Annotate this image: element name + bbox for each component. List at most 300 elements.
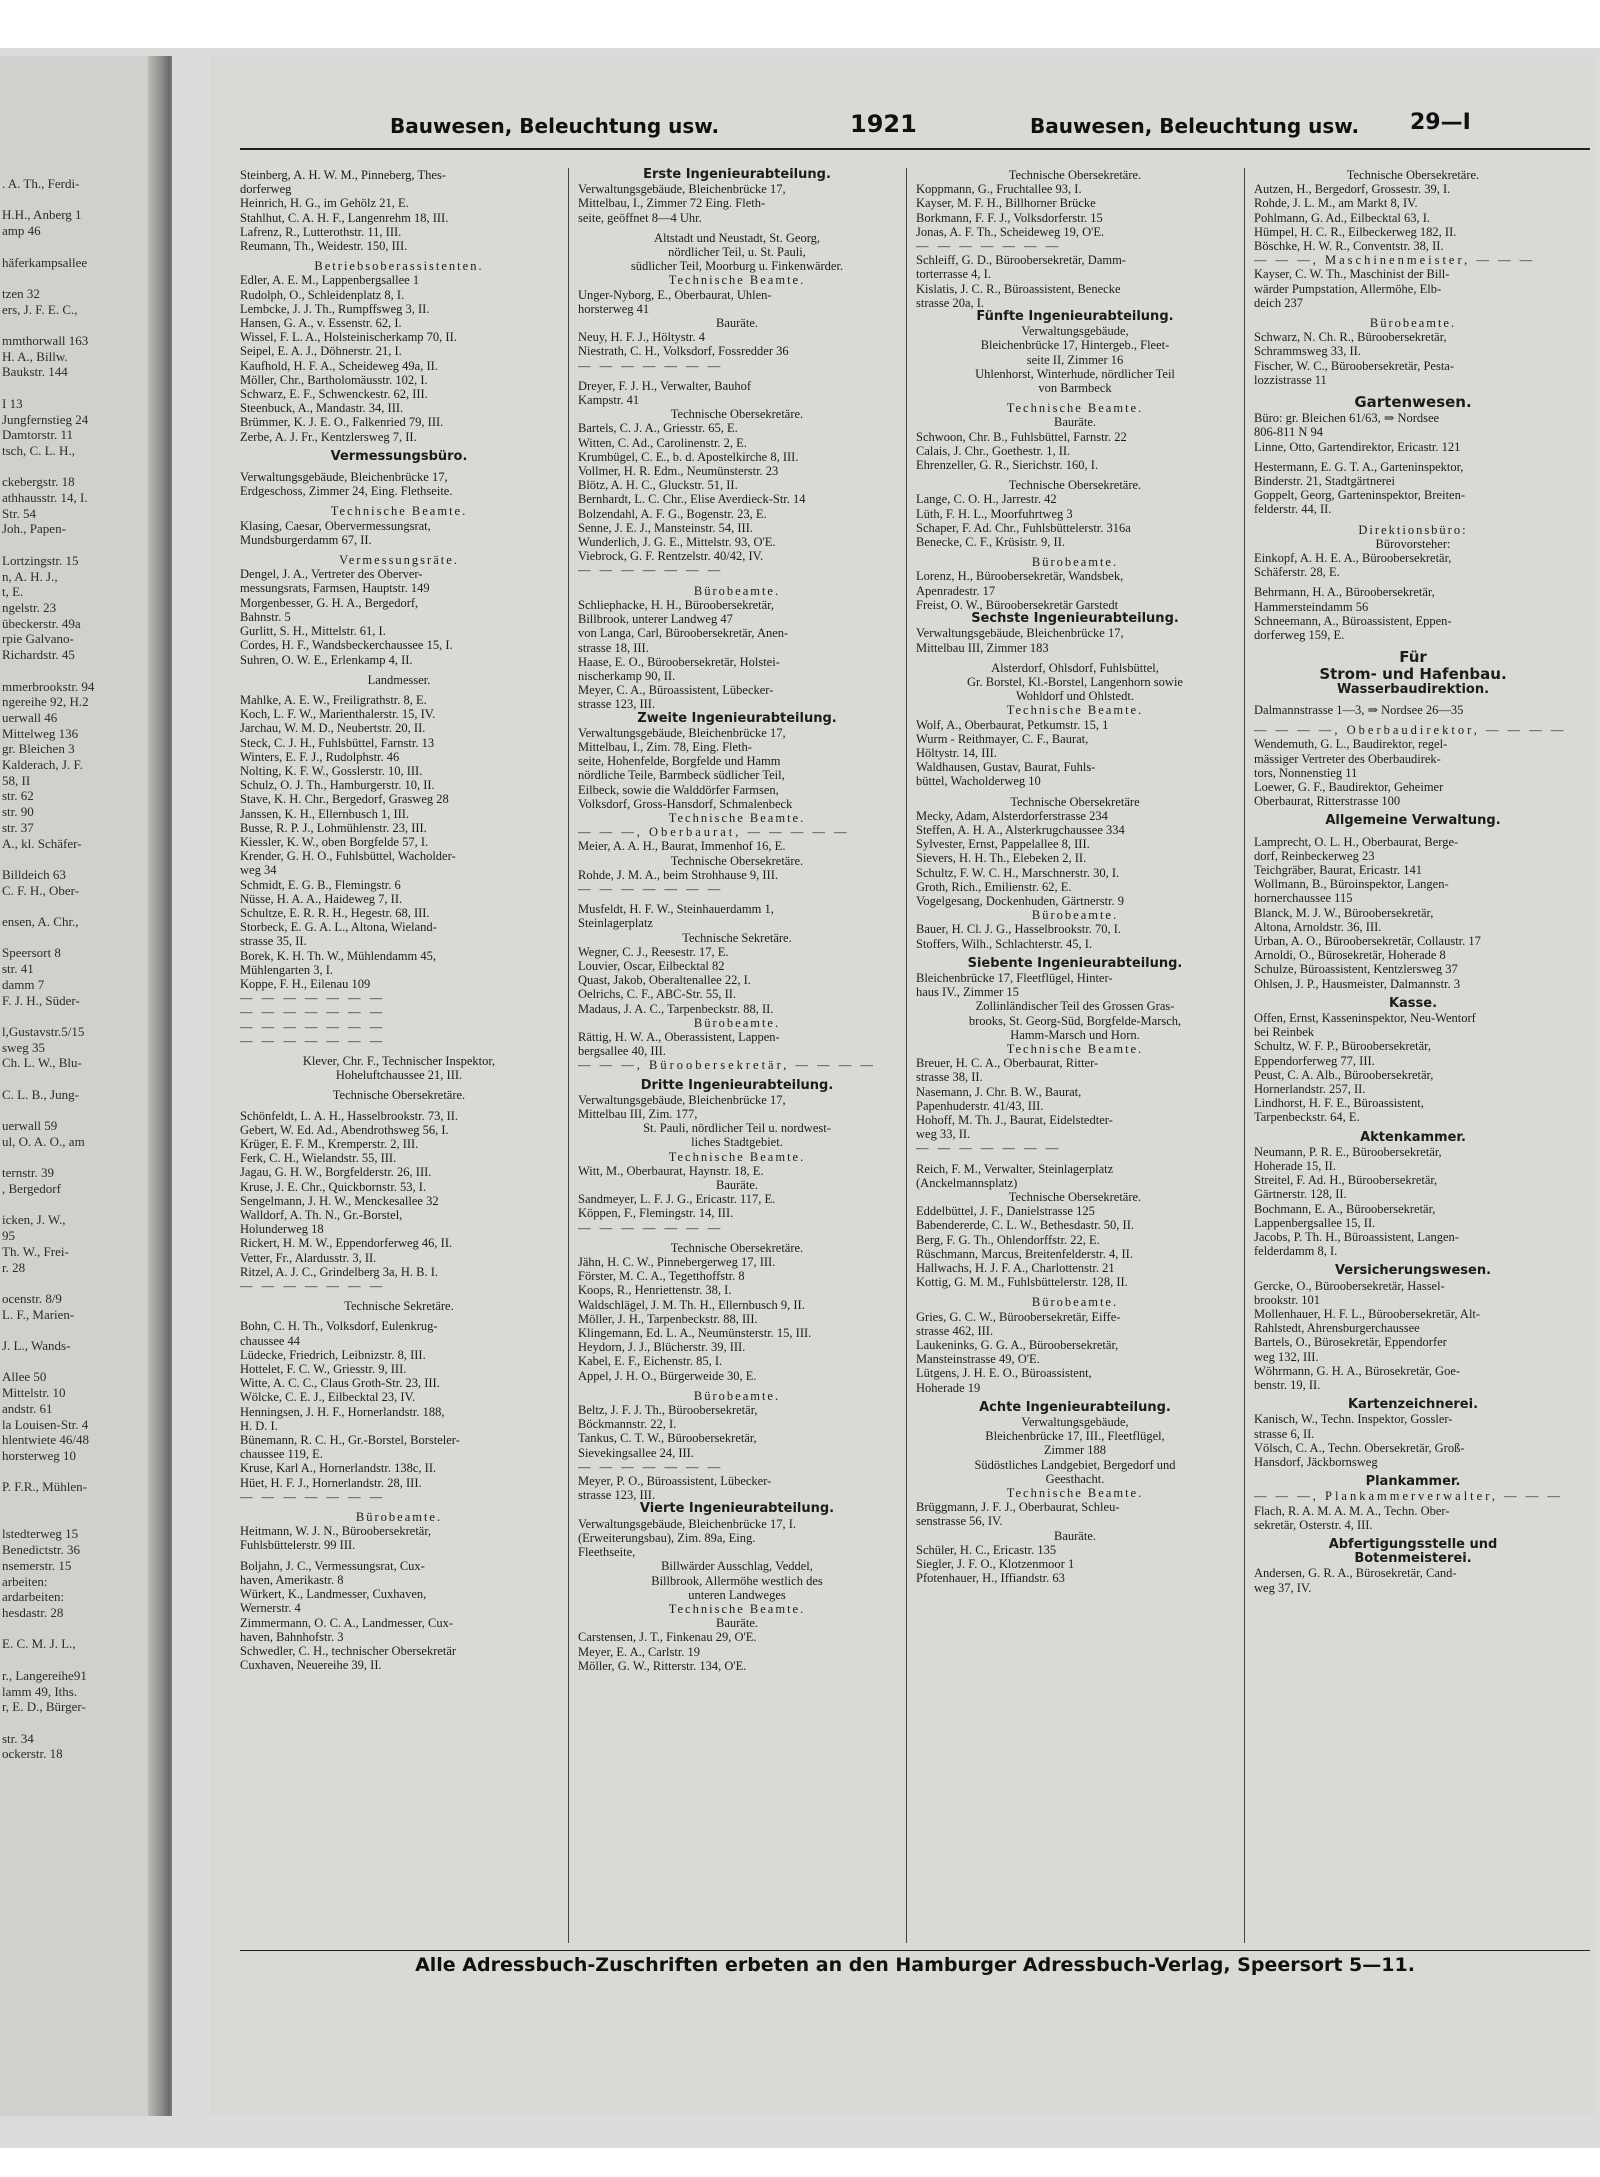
left-page-line: Lortzingstr. 15 [2,552,79,568]
directory-entry: Ferk, C. H., Wielandstr. 55, III. [240,1151,397,1166]
directory-entry: Storbeck, E. G. A. L., Altona, Wieland- [240,920,437,935]
directory-entry: Fischer, W. C., Büroobersekretär, Pesta- [1254,358,1454,373]
directory-entry: Bohn, C. H. Th., Volksdorf, Eulenkrug- [240,1319,438,1334]
directory-entry: Dreyer, F. J. H., Verwalter, Bauhof [578,378,752,393]
directory-entry: Krender, G. H. O., Fuhlsbüttel, Wacholder- [240,849,456,864]
directory-entry: Schultz, F. W. C. H., Marschnerstr. 30, I. [916,865,1120,880]
directory-entry: Lütgens, J. H. E. O., Büroassistent, [916,1366,1092,1381]
section-heading: Versicherungswesen. [1334,1264,1492,1279]
left-page-line: tzen 32 [2,285,40,301]
section-heading: Vierte Ingenieurabteilung. [639,1502,835,1517]
subsection-label: unteren Landweges [688,1587,786,1602]
subsection-heading: Technische Beamte. [668,1601,806,1616]
directory-entry: Busse, R. P. J., Lohmühlenstr. 23, III. [240,820,427,835]
directory-entry: Mittelbau, I., Zim. 78, Eing. Fleth- [578,739,752,754]
directory-entry: Hansen, G. A., v. Essenstr. 62, I. [240,316,402,331]
directory-entry: Bolzendahl, A. F. G., Bogenstr. 23, E. [578,506,767,521]
section-heading: Erste Ingenieurabteilung. [643,168,831,182]
subsection-label: Bauräte. [1054,415,1096,430]
directory-entry: Lafrenz, R., Lutterothstr. 11, III. [240,224,402,239]
left-page-line: I 13 [2,395,23,411]
directory-entry: strasse 20a, I. [916,295,985,310]
subsection-heading: Technische Beamte. [330,504,468,519]
section-heading: Kasse. [1388,996,1438,1011]
left-page-line: mmerbrookstr. 94 [2,678,95,694]
directory-entry: strasse 6, II. [1254,1426,1315,1441]
vacant-entry: — — — — — — — [240,1033,386,1048]
directory-entry: bergsallee 40, III. [578,1044,666,1059]
directory-entry: Büro: gr. Bleichen 61/63, ⇒ Nordsee [1254,411,1440,426]
subsection-label: Hamm-Marsch und Horn. [1010,1027,1140,1042]
directory-entry: Blötz, A. H. C., Gluckstr. 51, II. [578,478,738,493]
subsection-label: Gr. Borstel, Kl.-Borstel, Langenhorn sowie [967,674,1183,689]
subsection-label: Hoheluftchaussee 21, III. [335,1068,463,1083]
directory-entry: Stahlhut, C. A. H. F., Langenrehm 18, III. [240,210,449,225]
left-page-line: uerwall 59 [2,1118,58,1134]
left-page-line: F. J. H., Süder- [2,992,80,1008]
directory-entry: Calais, J. Chr., Goethestr. 1, II. [916,443,1071,458]
directory-entry: strasse 35, II. [240,934,307,949]
vacant-entry: — — — — — — — [578,1220,724,1235]
subsection-label: Wohldorf und Ohlstedt. [1015,689,1135,704]
section-heading: Vermessungsbüro. [330,449,468,464]
directory-entry: Verwaltungsgebäude, Bleichenbrücke 17, [916,626,1124,641]
left-page-line: J. L., Wands- [2,1338,71,1354]
directory-entry: Wegner, C. J., Reesestr. 17, E. [578,944,729,959]
left-page-line: C. L. B., Jung- [2,1086,79,1102]
directory-entry: strasse 18, III. [578,640,649,655]
directory-entry: haus IV., Zimmer 15 [916,985,1019,1000]
directory-entry: Boljahn, J. C., Vermessungsrat, Cux- [240,1558,425,1573]
directory-entry: lozzistrasse 11 [1254,372,1327,387]
left-page-line: icken, J. W., [2,1212,66,1228]
subsection-label: liches Stadtgebiet. [691,1135,783,1150]
directory-entry: Offen, Ernst, Kasseninspektor, Neu-Wentorf [1254,1010,1476,1025]
directory-entry: Schäferstr. 28, E. [1254,565,1340,580]
directory-entry: Borkmann, F. F. J., Volksdorferstr. 15 [916,210,1103,225]
left-page-line: Allee 50 [2,1369,47,1385]
directory-entry: Kislatis, J. C. R., Büroassistent, Benecke [916,281,1121,296]
directory-entry: Nolting, K. F. W., Gosslerstr. 10, III. [240,763,423,778]
left-page-line [0,1621,94,1637]
directory-entry: Louvier, Oscar, Eilbecktal 82 [578,958,725,973]
directory-entry: Benecke, C. F., Krüsistr. 9, II. [916,535,1065,550]
directory-entry: wärder Pumpstation, Allermöhe, Elb- [1254,281,1442,296]
left-page-line [0,192,94,208]
left-page-line: ers, J. F. E. C., [2,301,78,317]
directory-entry: Heinrich, H. G., im Gehölz 21, E. [240,196,409,211]
directory-entry: Bartels, O., Bürosekretär, Eppendorfer [1254,1335,1447,1350]
vacant-entry: — — — — — — — [240,991,386,1006]
subsection-heading: Bürobeamte. [693,583,781,598]
directory-entry: Vetter, Fr., Alardusstr. 3, II. [240,1250,377,1265]
left-page-line [0,459,94,475]
directory-entry: Dalmannstrasse 1—3, ⇒ Nordsee 26—35 [1254,702,1464,717]
directory-entry: Carstensen, J. T., Finkenau 29, O'E. [578,1630,757,1645]
left-page-line: Speersort 8 [2,945,61,961]
left-page-line: lamm 49, Iths. [2,1683,78,1699]
section-heading: Botenmeisterei. [1354,1552,1472,1567]
left-page-line: . A. Th., Ferdi- [2,176,80,191]
subsection-label: Altstadt und Neustadt, St. Georg, [653,230,821,245]
directory-entry: Rohde, J. M. A., beim Strohhause 9, III. [578,867,778,882]
left-page-line: Th. W., Frei- [2,1243,69,1259]
directory-entry: Madaus, J. A. C., Tarpenbeckstr. 88, II. [578,1001,774,1016]
directory-entry: Schultz, W. F. P., Büroobersekretär, [1254,1039,1431,1054]
subsection-heading: Technische Beamte. [1006,401,1144,416]
subsection-heading: Bürobeamte. [1031,908,1119,923]
directory-entry: Böckmannstr. 22, I. [578,1417,677,1432]
directory-entry: Kruse, J. E. Chr., Quickbornstr. 53, I. [240,1179,427,1194]
directory-entry: Witten, C. Ad., Carolinenstr. 2, E. [578,435,747,450]
left-page-line: athhausstr. 14, I. [2,490,88,506]
directory-entry: Eddelbüttel, J. F., Danielstrasse 125 [916,1204,1095,1219]
directory-entry: Koppe, F. H., Eilenau 109 [240,976,371,991]
directory-entry: Jagau, G. H. W., Borgfelderstr. 26, III. [240,1165,432,1180]
subsection-label: Billwärder Ausschlag, Veddel, [661,1559,813,1574]
directory-entry: Lüdecke, Friedrich, Leibnizstr. 8, III. [240,1347,426,1362]
directory-entry: Zerbe, A. J. Fr., Kentzlersweg 7, II. [240,429,417,444]
header-left-title: Bauwesen, Beleuchtung usw. [390,114,720,138]
department-heading: Strom- und Hafenbau. [1319,666,1507,681]
subsection-label: Technische Obersekretäre. [1008,1190,1142,1205]
left-page-line: 58, II [2,772,31,788]
header-right-title: Bauwesen, Beleuchtung usw. [1030,114,1360,138]
directory-entry: Eilbeck, sowie die Walddörfer Farmsen, [578,782,779,797]
directory-entry: Appel, J. H. O., Bürgerweide 30, E. [578,1368,757,1383]
subsection-heading: Technische Beamte. [1006,703,1144,718]
subsection-label: Klever, Chr. F., Technischer Inspektor, [302,1053,496,1068]
vacant-entry: — — — — — — — [578,563,724,578]
left-page-line: n, A. H. J., [2,568,58,584]
directory-entry: Hansdorf, Jäckbornsweg [1254,1455,1378,1470]
left-page-line [0,1071,94,1087]
directory-entry: Autzen, H., Bergedorf, Grossestr. 39, I. [1254,182,1451,197]
directory-entry: Bartels, C. J. A., Griesstr. 65, E. [578,421,738,436]
column-4 [1254,168,1572,1948]
directory-entry: Teichgräber, Baurat, Ericastr. 141 [1254,862,1422,877]
directory-entry: Tankus, C. T. W., Büroobersekretär, [578,1431,757,1446]
left-page-line: str. 62 [2,788,34,804]
directory-entry: haven, Bahnhofstr. 3 [240,1629,344,1644]
directory-entry: Schüler, H. C., Ericastr. 135 [916,1542,1057,1557]
directory-entry: Oelrichs, C. F., ABC-Str. 55, II. [578,987,737,1002]
subsection-label: Technische Sekretäre. [344,1299,454,1314]
left-page-lines [0,176,94,1762]
directory-entry: Neumann, P. R. E., Büroobersekretär, [1254,1144,1442,1159]
left-page-line: 95 [2,1228,15,1244]
directory-entry: Schulze, Büroassistent, Kentzlersweg 37 [1254,962,1458,977]
directory-entry: Peust, C. A. Alb., Büroobersekretär, [1254,1067,1434,1082]
directory-entry: Wissel, F. L. A., Holsteinischerkamp 70, II. [240,330,457,345]
directory-entry: Kayser, M. F. H., Billhorner Brücke [916,196,1096,211]
directory-entry: Verwaltungsgebäude, Bleichenbrücke 17, [240,470,448,485]
left-page-line: tsch, C. L. H., [2,442,75,458]
left-page-line [0,270,94,286]
subsection-label: St. Pauli, nördlicher Teil u. nordwest- [643,1121,831,1136]
left-page-line: hesdastr. 28 [2,1604,64,1620]
directory-entry: Neuy, H. F. J., Höltystr. 4 [578,330,706,345]
left-page-line [0,1322,94,1338]
left-page-line: Str. 54 [2,505,36,521]
subsection-label: Bleichenbrücke 17, III., Fleetflügel, [985,1429,1165,1444]
vacant-entry: — — — — — — — [578,1459,724,1474]
left-page-line: Baukstr. 144 [2,364,68,380]
left-page-line: str. 41 [2,961,34,977]
directory-entry: Bünemann, R. C. H., Gr.-Borstel, Borsteler- [240,1433,460,1448]
directory-entry: Jähn, H. C. W., Pinnebergerweg 17, III. [578,1255,776,1270]
left-page-fragment [0,56,172,2116]
directory-entry: Senne, J. E. J., Mansteinstr. 54, III. [578,520,753,535]
directory-entry: Cuxhaven, Neuereihe 39, II. [240,1658,382,1673]
column-divider [1244,168,1245,1943]
directory-entry: Kabel, E. F., Eichenstr. 85, I. [578,1354,723,1369]
directory-entry: Dengel, J. A., Vertreter des Oberver- [240,567,423,582]
vacant-entry: — — — — — — — [916,1141,1062,1156]
left-page-line [0,1652,94,1668]
footer-notice: Alle Adressbuch-Zuschriften erbeten an den Hamburger Adressbuch-Verlag, Speersort 5—11. [240,1950,1590,1976]
directory-entry: seite, geöffnet 8—4 Uhr. [578,210,702,225]
subsection-label: Zollinländischer Teil des Grossen Gras- [975,999,1175,1014]
department-heading: Für [1399,650,1427,665]
directory-entry: Steinberg, A. H. W. M., Pinneberg, Thes- [240,168,446,182]
subsection-label: Technische Obersekretäre. [1008,168,1142,182]
directory-entry: Altona, Arnoldstr. 36, III. [1254,919,1382,934]
directory-entry: Pfotenhauer, H., Iffiandstr. 63 [916,1571,1065,1586]
directory-entry: Linne, Otto, Gartendirektor, Ericastr. 121 [1254,439,1461,454]
left-page-line: P. F.R., Mühlen- [2,1479,87,1495]
directory-entry: Lange, C. O. H., Jarrestr. 42 [916,492,1057,507]
directory-entry: Mühlengarten 3, I. [240,962,334,977]
subsection-heading: Technische Beamte. [668,1149,806,1164]
directory-entry: senstrasse 56, IV. [916,1514,1003,1529]
subsection-label: nördlicher Teil, u. St. Pauli, [668,245,806,260]
directory-entry: Quast, Jakob, Oberaltenallee 22, I. [578,973,751,988]
subsection-label: von Barmbeck [1038,381,1112,396]
directory-entry: mässiger Vertreter des Oberbaudirek- [1254,751,1441,766]
directory-entry: Schmidt, E. G. B., Flemingstr. 6 [240,877,401,892]
subsection-label: Technische Obersekretäre. [670,853,804,868]
directory-entry: messungsrats, Farmsen, Hauptstr. 149 [240,581,430,596]
directory-entry: Höltystr. 14, III. [916,745,997,760]
directory-entry: strasse 123, III. [578,697,656,712]
left-page-line: , Bergedorf [2,1181,61,1196]
directory-entry: strasse 38, II. [916,1070,983,1085]
subsection-label: Uhlenhorst, Winterhude, nördlicher Teil [975,366,1175,381]
subsection-label: Billbrook, Allermöhe westlich des [651,1573,823,1588]
left-page-line: la Louisen-Str. 4 [2,1416,89,1432]
directory-entry: seite, Hohenfelde, Borgfelde und Hamm [578,754,781,769]
section-heading: Dritte Ingenieurabteilung. [640,1078,834,1093]
left-page-line: r, E. D., Bürger- [2,1699,86,1715]
directory-entry: Wurm - Reithmayer, C. F., Baurat, [916,731,1089,746]
subsection-label: Bauräte. [716,316,758,331]
left-page-line: C. F. H., Ober- [2,882,80,898]
section-heading: Plankammer. [1365,1475,1461,1490]
left-page-line [0,537,94,553]
subsection-label: seite II, Zimmer 16 [1026,352,1124,367]
directory-entry: Schwedler, C. H., technischer Obersekretär [240,1643,457,1658]
left-page-line: Kalderach, J. F. [2,757,83,773]
department-heading: Gartenwesen. [1354,395,1472,410]
left-page-line: ocenstr. 8/9 [2,1290,62,1306]
section-heading: Achte Ingenieurabteilung. [979,1400,1171,1415]
left-page-line: r., Langereihe91 [2,1667,87,1683]
left-page-line [0,1008,94,1024]
left-page-line: Ch. L. W., Blu- [2,1055,82,1071]
directory-entry: Krumbügel, C. E., b. d. Apostelkirche 8, III. [578,449,799,464]
left-page-line: Joh., Papen- [2,521,66,537]
left-page-line: horsterweg 10 [2,1447,77,1463]
directory-entry: Kruse, Karl A., Hornerlandstr. 138c, II. [240,1461,437,1476]
directory-entry: Steck, C. J. H., Fuhlsbüttel, Farnstr. 13 [240,735,435,750]
section-heading: Allgemeine Verwaltung. [1325,814,1501,829]
directory-entry: Haase, E. O., Büroobersekretär, Holstei- [578,654,780,669]
directory-entry: Hammersteindamm 56 [1254,599,1369,614]
directory-entry: Andersen, G. R. A., Bürosekretär, Cand- [1254,1566,1457,1581]
directory-entry: Vollmer, H. R. Edm., Neumünsterstr. 23 [578,464,779,479]
left-page-line: damm 7 [2,976,45,992]
left-page-line: gr. Bleichen 3 [2,741,75,757]
directory-entry: büttel, Wacholderweg 10 [916,774,1041,789]
directory-entry: Nasemann, J. Chr. B. W., Baurat, [916,1084,1082,1099]
directory-entry: Vogelgesang, Dockenhuden, Gärtnerstr. 9 [916,893,1125,908]
directory-entry: Volksdorf, Gross-Hansdorf, Schmalenbeck [578,796,793,811]
section-heading: Fünfte Ingenieurabteilung. [976,310,1174,325]
directory-entry: Henningsen, J. H. F., Hornerlandstr. 188, [240,1404,445,1419]
directory-entry: Siegler, J. F. O., Klotzenmoor 1 [916,1557,1075,1572]
directory-entry: Mollenhauer, H. F. L., Büroobersekretär, Alt- [1254,1307,1481,1322]
directory-entry: Zimmermann, O. C. A., Landmesser, Cux- [240,1615,454,1630]
vacant-entry: — — —, Maschinenmeister, — — — [1254,253,1536,268]
directory-entry: Koch, L. F. W., Marienthalerstr. 15, IV. [240,707,436,722]
directory-entry: Kiessler, K. W., oben Borgfelde 57, I. [240,834,429,849]
directory-entry: Meier, A. A. H., Baurat, Immenhof 16, E. [578,839,786,854]
directory-entry: Bleichenbrücke 17, Fleetflügel, Hinter- [916,970,1113,985]
left-page-line: lstedterweg 15 [2,1526,79,1542]
directory-entry: Rohde, J. L. M., am Markt 8, IV. [1254,196,1418,211]
left-page-line: ardarbeiten: [2,1589,65,1605]
directory-entry: Förster, M. C. A., Tegetthoffstr. 8 [578,1269,745,1284]
directory-entry: Wendemuth, G. L., Baudirektor, regel- [1254,737,1448,752]
directory-entry: Hoherade 15, II. [1254,1159,1336,1173]
column-2 [578,168,896,1948]
directory-entry: Mittelbau III, Zimmer 183 [916,640,1049,655]
directory-entry: Nüsse, H. A. A., Haideweg 7, II. [240,891,403,906]
directory-entry: H. D. I. [240,1418,278,1433]
subsection-label: Technische Obersekretäre. [332,1088,466,1103]
directory-entry: Köppen, F., Flemingstr. 14, III. [578,1206,734,1221]
vacant-entry: — — — — — — — [240,1005,386,1020]
directory-entry: Möller, J. H., Tarpenbeckstr. 88, III. [578,1311,758,1326]
directory-entry: tors, Nonnenstieg 11 [1254,765,1358,780]
column-divider [568,168,569,1943]
directory-entry: Ritzel, A. J. C., Grindelberg 3a, H. B. I. [240,1264,439,1279]
left-page-line: Mittelstr. 10 [2,1385,66,1401]
directory-entry: Einkopf, A. H. E. A., Büroobersekretär, [1254,551,1452,566]
directory-entry: Koops, R., Henriettenstr. 38, I. [578,1283,732,1298]
directory-entry: Schulz, O. J. Th., Hamburgerstr. 10, II. [240,778,435,793]
subsection-heading: Bürobeamte. [1031,1295,1119,1310]
directory-entry: Jacobs, P. Th. H., Büroassistent, Langen- [1254,1230,1459,1245]
directory-entry: Niestrath, C. H., Volksdorf, Fossredder 36 [578,344,789,359]
directory-entry: Heitmann, W. J. N., Büroobersekretär, [240,1524,432,1539]
directory-entry: Witte, A. C. C., Claus Groth-Str. 23, III. [240,1376,440,1391]
directory-entry: Verwaltungsgebäude, Bleichenbrücke 17, [578,725,786,740]
left-page-line: str. 37 [2,819,34,835]
vacant-entry: — — —, Oberbaurat, — — — — — [578,825,850,840]
vacant-entry: — — — — — — — [240,1019,386,1034]
directory-entry: Wöhrmann, G. H. A., Bürosekretär, Goe- [1254,1363,1461,1378]
subsection-label: Bauräte. [1054,1528,1096,1543]
directory-entry: Goppelt, Georg, Garteninspektor, Breiten- [1254,488,1466,503]
directory-entry: Hestermann, E. G. T. A., Garteninspektor, [1254,459,1464,474]
left-page-line: ensen, A. Chr., [2,914,79,930]
left-page-line: sweg 35 [2,1039,45,1055]
directory-entry: Mittelbau, I., Zimmer 72 Eing. Fleth- [578,196,766,211]
left-page-line: uerwall 46 [2,709,58,725]
left-page-line [0,380,94,396]
subsection-heading: Bürobeamte. [355,1510,443,1525]
vacant-entry: — — — — — — — [578,358,724,373]
directory-entry: Fuhlsbüttelerstr. 99 III. [240,1538,356,1553]
directory-entry: Hümpel, H. C. R., Eilbeckerweg 182, II. [1254,224,1457,239]
left-page-line: ul, O. A. O., am [2,1133,85,1149]
directory-entry: strasse 462, III. [916,1323,994,1338]
directory-entry: Meyer, C. A., Büroassistent, Lübecker- [578,683,774,698]
directory-entry: Bauer, H. Cl. J. G., Hasselbrookstr. 70, I. [916,922,1122,937]
directory-entry: Flach, R. A. M. A. M. A., Techn. Ober- [1254,1503,1450,1518]
directory-entry: weg 37, IV. [1254,1580,1312,1595]
directory-entry: Breuer, H. C. A., Oberbaurat, Ritter- [916,1056,1099,1071]
directory-entry: Stave, K. H. Chr., Bergedorf, Grasweg 28 [240,792,449,807]
left-page-line: str. 34 [2,1730,34,1746]
directory-entry: Gries, G. C. W., Büroobersekretär, Eiffe- [916,1309,1121,1324]
left-page-line: A., kl. Schäfer- [2,835,82,851]
directory-entry: Wolf, A., Oberbaurat, Petkumstr. 15, 1 [916,717,1109,732]
directory-entry: Brümmer, K. J. E. O., Falkenried 79, III. [240,415,444,430]
subsection-label: Bürovorsteher: [1375,536,1451,551]
directory-entry: Sengelmann, J. H. W., Menckesallee 32 [240,1193,439,1208]
subsection-label: Technische Obersekretäre. [670,407,804,422]
section-heading: Zweite Ingenieurabteilung. [637,711,837,726]
directory-entry: Steenbuck, A., Mandastr. 34, III. [240,401,404,416]
left-page-line: mmthorwall 163 [2,333,89,349]
directory-entry: Klasing, Caesar, Obervermessungsrat, [240,518,431,533]
subsection-label: Verwaltungsgebäude, [1021,1415,1129,1430]
left-page-line [0,851,94,867]
left-page-line [0,663,94,679]
directory-entry: Meyer, E. A., Carlstr. 19 [578,1644,701,1659]
directory-entry: Kanisch, W., Techn. Inspektor, Gossler- [1254,1412,1453,1427]
left-page-line [0,1150,94,1166]
directory-entry: nördliche Teile, Barmbeck südlicher Teil, [578,768,785,783]
left-page-line: ngelstr. 23 [2,599,57,615]
column-3 [916,168,1234,1948]
directory-entry: strasse 123, III. [578,1488,656,1503]
directory-entry: Loewer, G. F., Baudirektor, Geheimer [1254,779,1444,794]
left-page-line: L. F., Marien- [2,1306,75,1322]
directory-entry: Schwarz, E. F., Schwenckestr. 62, III. [240,387,428,402]
left-page-line [0,239,94,255]
directory-entry: Kaufhold, H. F. A., Scheideweg 49a, II. [240,358,438,373]
directory-entry: Völsch, C. A., Techn. Obersekretär, Groß- [1254,1440,1465,1455]
directory-entry: Winters, E. F. J., Rudolphstr. 46 [240,749,400,764]
left-page-line: amp 46 [2,223,41,239]
left-page-line [0,1464,94,1480]
directory-entry: Rudolph, O., Schleidenplatz 8, I. [240,287,405,302]
directory-entry: Schleiff, G. D., Büroobersekretär, Damm- [916,253,1126,268]
